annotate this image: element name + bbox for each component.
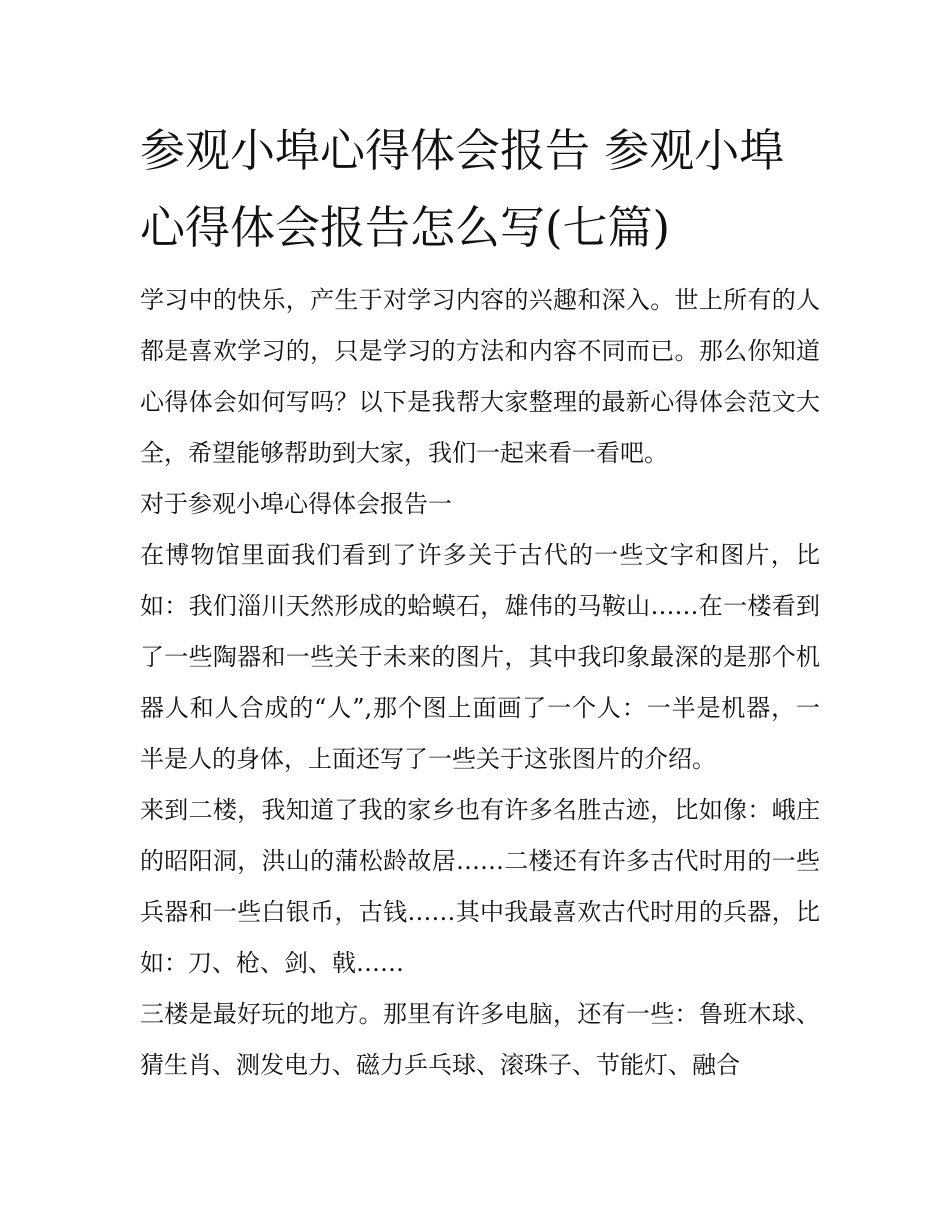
intro-paragraph: 学习中的快乐，产生于对学习内容的兴趣和深入。世上所有的人都是喜欢学习的，只是学习的方法和内容不同而已。那么你知道心得体会如何写吗？以下是我帮大家整理的最新心得体会范文大全，希望能够帮助到大家，我们一起来看一看吧。 [140,286,820,467]
document-title: 参观小埠心得体会报告 参观小埠心得体会报告怎么写(七篇) [140,124,785,254]
document-body [140,275,820,1091]
body-paragraph: 三楼是最好玩的地方。那里有许多电脑，还有一些：鲁班木球、猜生肖、测发电力、磁力乒乓球、滚珠子、节能灯、融合 [140,1000,820,1079]
section-heading: 对于参观小埠心得体会报告一 [140,490,452,518]
body-paragraph: 在博物馆里面我们看到了许多关于古代的一些文字和图片，比如：我们淄川天然形成的蛤蟆石，雄伟的马鞍山……在一楼看到了一些陶器和一些关于未来的图片，其中我印象最深的是那个机器人和人合成的“人”,那个图上面画了一个人：一半是机器，一半是人的身体，上面还写了一些关于这张图片的介绍。 [140,541,820,773]
body-paragraph: 来到二楼，我知道了我的家乡也有许多名胜古迹，比如像：峨庄的昭阳洞，洪山的蒲松龄故居……二楼还有许多古代时用的一些兵器和一些白银币，古钱……其中我最喜欢古代时用的兵器，比如：刀、枪、剑、戟…… [140,796,820,977]
